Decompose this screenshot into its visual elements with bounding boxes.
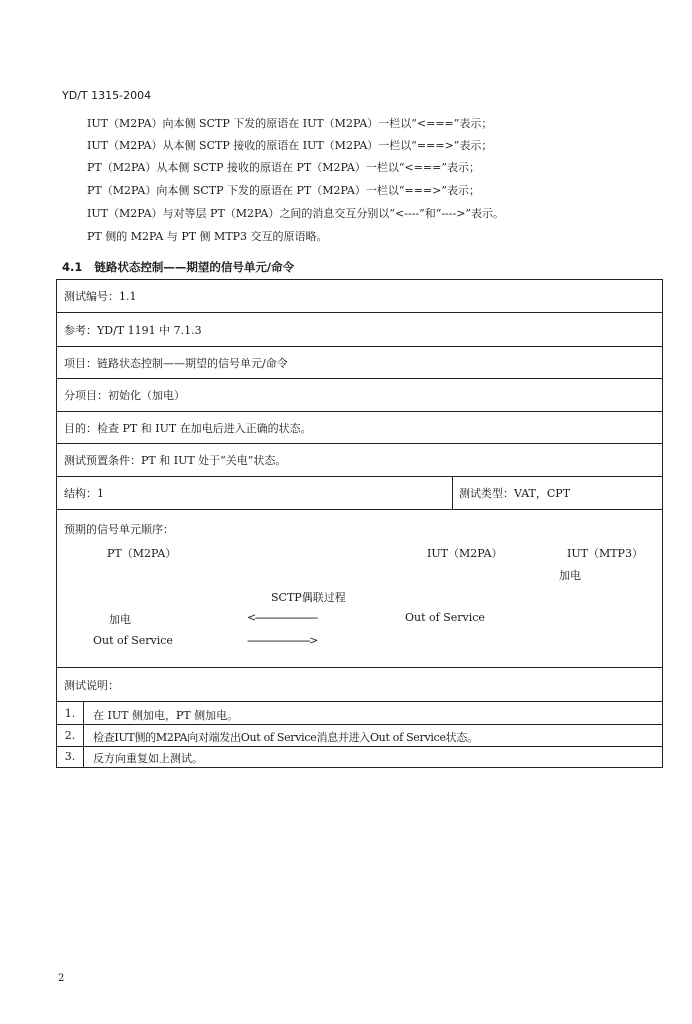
column-pt-m2pa: PT（M2PA） xyxy=(107,547,177,560)
arrow-right: ----------------------------> xyxy=(247,634,317,647)
section-number: 4.1 xyxy=(62,260,83,274)
intro-line: IUT（M2PA）向本侧 SCTP 下发的原语在 IUT（M2PA）一栏以“<===”表示； xyxy=(87,117,493,130)
intro-line: IUT（M2PA）与对等层 PT（M2PA）之间的消息交互分别以“<----”和“---->”表示。 xyxy=(87,207,505,220)
test-type: 测试类型：VAT，CPT xyxy=(459,487,571,500)
row-structure xyxy=(57,477,662,510)
sequence-title: 预期的信号单元顺序： xyxy=(64,523,174,536)
sctp-association-label: SCTP偶联过程 xyxy=(271,591,346,604)
intro-line: PT（M2PA）向本侧 SCTP 下发的原语在 PT（M2PA）一栏以“===>”表示； xyxy=(87,184,480,197)
structure: 结构：1 xyxy=(64,487,104,500)
purpose: 目的：检查 PT 和 IUT 在加电后进入正确的状态。 xyxy=(64,421,312,435)
intro-line: PT 侧的 M2PA 与 PT 侧 MTP3 交互的原语略。 xyxy=(87,230,328,243)
row-notes-title xyxy=(57,668,662,702)
step-text: 反方向重复如上测试。 xyxy=(93,752,203,765)
section-heading xyxy=(62,259,294,275)
precondition: 测试预置条件：PT 和 IUT 处于“关电”状态。 xyxy=(64,454,287,467)
test-step-row xyxy=(57,747,662,767)
row-purpose xyxy=(57,412,662,444)
row-signal-sequence xyxy=(57,510,662,668)
test-step-row xyxy=(57,702,662,725)
step-number: 2. xyxy=(64,729,76,742)
step-text: 在 IUT 侧加电，PT 侧加电。 xyxy=(93,709,239,722)
structure-divider xyxy=(452,477,453,509)
intro-line: PT（M2PA）从本侧 SCTP 接收的原语在 PT（M2PA）一栏以“<===”表示； xyxy=(87,161,480,174)
pt-out-of-service: Out of Service xyxy=(93,634,173,647)
page-number: 2 xyxy=(58,973,65,984)
column-iut-mtp3: IUT（MTP3） xyxy=(567,547,643,560)
reference: 参考：YD/T 1191 中 7.1.3 xyxy=(64,323,202,337)
row-test-number xyxy=(57,280,662,313)
step-number: 1. xyxy=(64,707,76,720)
iut-out-of-service: Out of Service xyxy=(405,611,485,624)
intro-line: IUT（M2PA）从本侧 SCTP 接收的原语在 IUT（M2PA）一栏以“===>”表示； xyxy=(87,139,493,152)
step-number: 3. xyxy=(64,750,76,763)
section-title: 链路状态控制——期望的信号单元/命令 xyxy=(94,260,295,274)
step-text: 检查IUT侧的M2PA向对端发出Out of Service消息并进入Out of Service状态。 xyxy=(93,731,478,744)
iut-mtp3-power-on: 加电 xyxy=(559,569,581,582)
row-item xyxy=(57,347,662,379)
subitem: 分项目：初始化（加电） xyxy=(64,389,185,402)
pt-power-on: 加电 xyxy=(109,613,131,626)
step-number-divider xyxy=(83,702,84,768)
arrow-left: <---------------------------- xyxy=(247,611,317,624)
notes-title: 测试说明： xyxy=(64,678,119,692)
column-iut-m2pa: IUT（M2PA） xyxy=(427,547,503,560)
document-code: YD/T 1315-2004 xyxy=(62,89,152,102)
row-subitem xyxy=(57,379,662,412)
row-precondition xyxy=(57,444,662,477)
test-number: 测试编号：1.1 xyxy=(64,290,137,303)
item: 项目：链路状态控制——期望的信号单元/命令 xyxy=(64,356,288,370)
test-case-table xyxy=(56,279,663,768)
test-step-row xyxy=(57,725,662,747)
row-reference xyxy=(57,313,662,347)
